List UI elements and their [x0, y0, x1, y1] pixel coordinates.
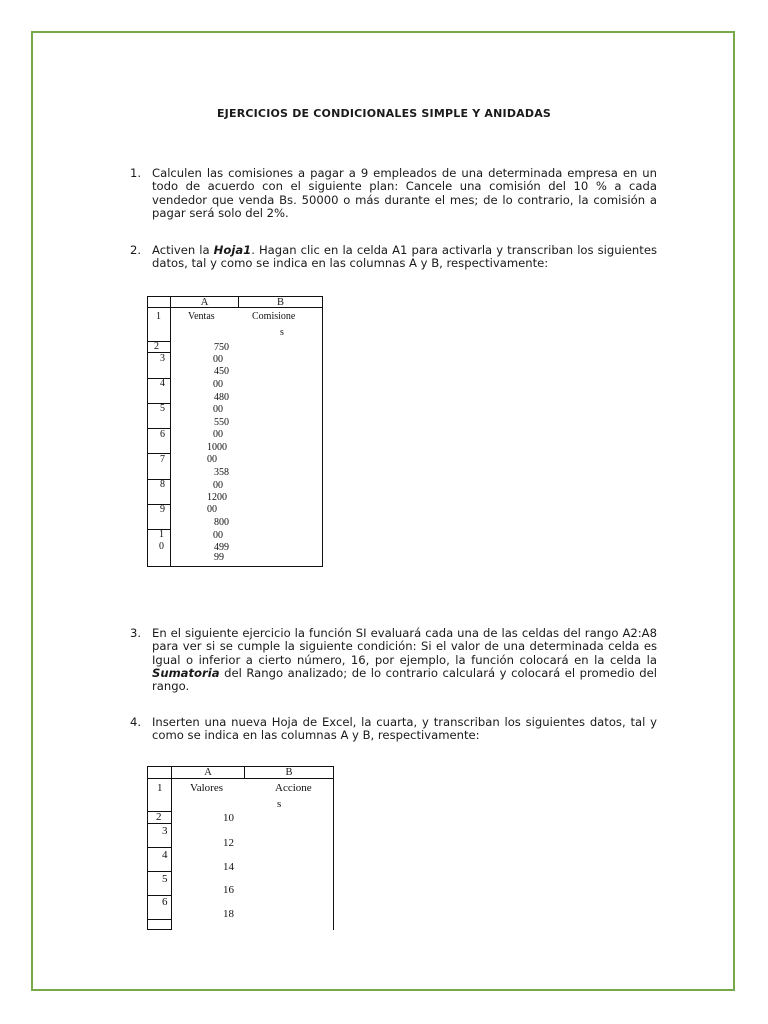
exercise-1: [130, 167, 657, 220]
table2-header-acciones: Accione: [275, 782, 312, 794]
table2-row-number: 4: [162, 849, 168, 861]
table1-row-number: 6: [160, 429, 165, 440]
table2-value: 10: [223, 812, 234, 824]
table1-row-number: 1: [156, 311, 161, 322]
table2-row-number: 1: [157, 782, 163, 794]
exercise-3-text: En el siguiente ejercicio la función SI evaluará cada una de las celdas del rango A2:A8 para ver si se cumple la siguiente condición: Si el valor de una determinada celda es Igual o inferior a cierto número, 16, por ejemplo, la función colocará en la celda la Sumatoria del Rango analizado; de lo contrario calculará y colocará el promedio del rango.: [152, 626, 657, 694]
table1-row-number: 8: [160, 479, 165, 490]
table1-row-number: 5: [160, 403, 165, 414]
table1-value: 00: [213, 354, 223, 365]
exercise-1-number: 1.: [130, 166, 142, 180]
table2-value: 12: [223, 837, 234, 849]
table1-value: 00: [213, 404, 223, 415]
exercise-4: [130, 716, 657, 743]
table1-row-number: 3: [160, 353, 165, 364]
exercise-4-number: 4.: [130, 715, 142, 729]
table1-header-comisiones-wrap: s: [280, 327, 284, 338]
table1-value: 358: [214, 467, 229, 478]
table1-value: 00: [207, 504, 217, 515]
exercise-4-text: Inserten una nueva Hoja de Excel, la cuarta, y transcriban los siguientes datos, tal y como se indica en las columnas A y B, respectivamente:: [152, 715, 657, 743]
exercise-2-number: 2.: [130, 243, 142, 257]
sheet-name-emphasis: Hoja1: [213, 243, 252, 257]
table1-row-number: 7: [160, 454, 165, 465]
table1-value: 00: [213, 530, 223, 541]
table1-value: 550: [214, 417, 229, 428]
table2-value: 14: [223, 861, 234, 873]
table1-col-b-header: B: [276, 297, 284, 308]
table1-value: 1200: [207, 492, 227, 503]
table1-value: 99: [214, 552, 224, 563]
table1-value: 00: [207, 454, 217, 465]
table1-header-ventas: Ventas: [188, 311, 215, 322]
exercise-2: [130, 244, 657, 271]
table1-value: 1000: [207, 442, 227, 453]
table1-value: 00: [213, 379, 223, 390]
table2-header-valores: Valores: [190, 782, 223, 794]
table2-value: 16: [223, 884, 234, 896]
table2-col-b-header: B: [285, 767, 293, 778]
exercise-3: [130, 627, 657, 693]
table2-row-number: 5: [162, 873, 168, 885]
table1-value: 450: [214, 366, 229, 377]
table1-row-number: 9: [160, 504, 165, 515]
exercise-1-text: Calculen las comisiones a pagar a 9 empleados de una determinada empresa en un todo de acuerdo con el siguiente plan: Cancele una comisión del 10 % a cada vendedor que venda Bs. 50000 o más durante el mes; de lo contrario, la comisión a pagar será solo del 2%.: [152, 166, 657, 220]
table2-header-acciones-wrap: s: [277, 798, 282, 810]
table2-row-number: 6: [162, 896, 168, 908]
table1-value: 480: [214, 392, 229, 403]
exercise-2-text: Activen la Hoja1. Hagan clic en la celda A1 para activarla y transcriban los siguientes datos, tal y como se indica en las columnas A y B, respectivamente:: [152, 243, 657, 271]
table1-value: 499: [214, 542, 229, 553]
table1-value: 00: [213, 429, 223, 440]
table1-value: 750: [214, 342, 229, 353]
table2-col-a-header: A: [204, 767, 212, 778]
table2-value: 18: [223, 908, 234, 920]
exercise-3-number: 3.: [130, 626, 142, 640]
table1-col-a-header: A: [200, 297, 209, 308]
sumatoria-emphasis: Sumatoria: [152, 665, 220, 680]
document-title: EJERCICIOS DE CONDICIONALES SIMPLE Y ANIDADAS: [216, 107, 552, 120]
table1-row-number: 1: [159, 529, 164, 540]
table1-value: 800: [214, 517, 229, 528]
table2-row-number: 3: [162, 825, 168, 837]
table1-header-comisiones: Comisione: [252, 311, 296, 322]
table2-row-number: 2: [156, 811, 162, 823]
table1-row-number: 2: [154, 341, 159, 352]
table1-row-number: 4: [160, 378, 165, 389]
table1-value: 00: [213, 480, 223, 491]
table1-row-number: 0: [159, 541, 164, 552]
